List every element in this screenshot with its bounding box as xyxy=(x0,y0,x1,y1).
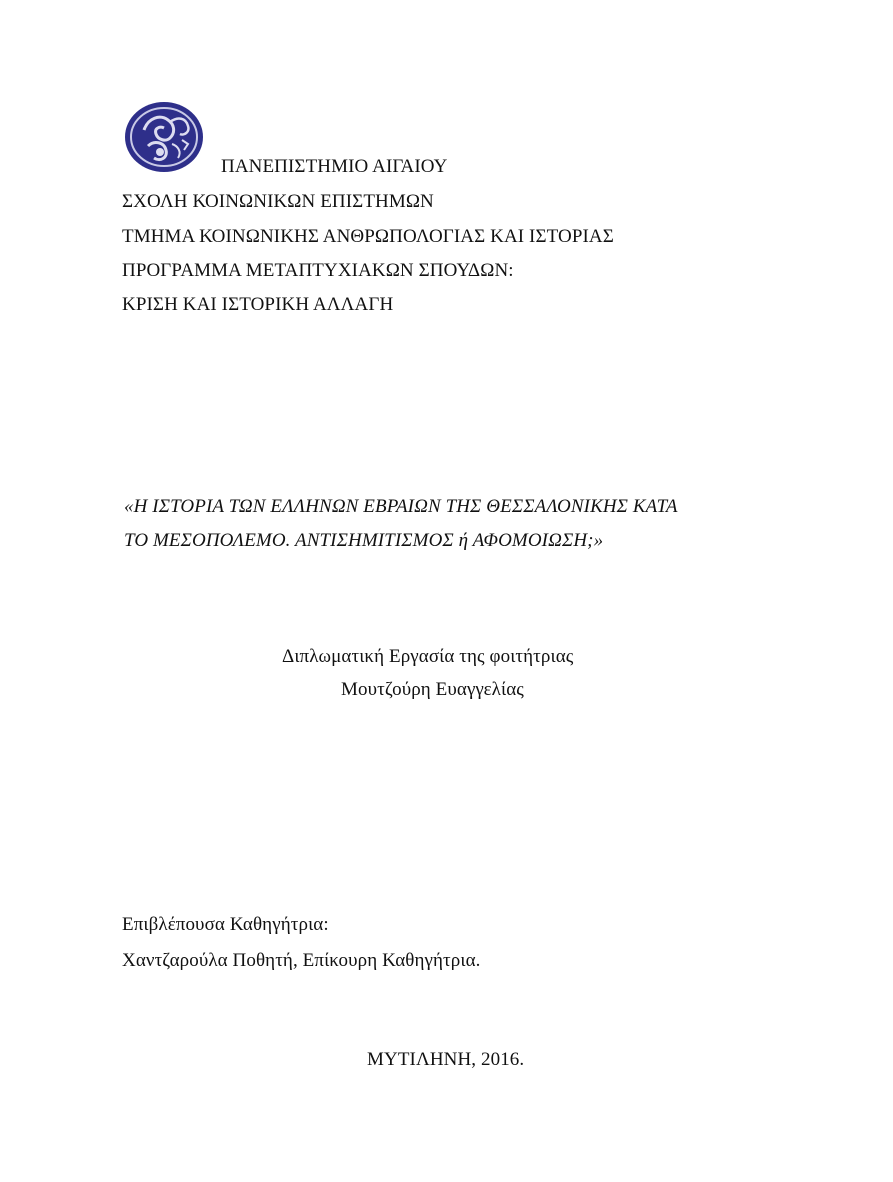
university-name: ΠΑΝΕΠΙΣΤΗΜΙΟ ΑΙΓΑΙΟΥ xyxy=(221,156,448,177)
university-seal-icon xyxy=(124,100,204,174)
thesis-title-line-1: «Η ΙΣΤΟΡΙΑ ΤΩΝ ΕΛΛΗΝΩΝ ΕΒΡΑΙΩΝ ΤΗΣ ΘΕΣΣΑΛΟΝΙΚΗΣ ΚΑΤΑ xyxy=(124,496,678,517)
school-name: ΣΧΟΛΗ ΚΟΙΝΩΝΙΚΩΝ ΕΠΙΣΤΗΜΩΝ xyxy=(122,191,434,212)
program-label: ΠΡΟΓΡΑΜΜΑ ΜΕΤΑΠΤΥΧΙΑΚΩΝ ΣΠΟΥΔΩΝ: xyxy=(122,260,514,281)
supervisor-name: Χαντζαρούλα Ποθητή, Επίκουρη Καθηγήτρια. xyxy=(122,950,481,971)
program-name: ΚΡΙΣΗ ΚΑΙ ΙΣΤΟΡΙΚΗ ΑΛΛΑΓΗ xyxy=(122,294,394,315)
department-name: ΤΜΗΜΑ ΚΟΙΝΩΝΙΚΗΣ ΑΝΘΡΩΠΟΛΟΓΙΑΣ ΚΑΙ ΙΣΤΟΡΙΑΣ xyxy=(122,226,614,247)
thesis-type: Διπλωματική Εργασία της φοιτήτριας xyxy=(282,646,574,667)
supervisor-label: Επιβλέπουσα Καθηγήτρια: xyxy=(122,914,329,935)
thesis-title-line-2: ΤΟ ΜΕΣΟΠΟΛΕΜΟ. ΑΝΤΙΣΗΜΙΤΙΣΜΟΣ ή ΑΦΟΜΟΙΩΣΗ;» xyxy=(124,530,604,551)
place-date: ΜΥΤΙΛΗΝΗ, 2016. xyxy=(367,1049,525,1070)
author-name: Μουτζούρη Ευαγγελίας xyxy=(341,679,524,700)
